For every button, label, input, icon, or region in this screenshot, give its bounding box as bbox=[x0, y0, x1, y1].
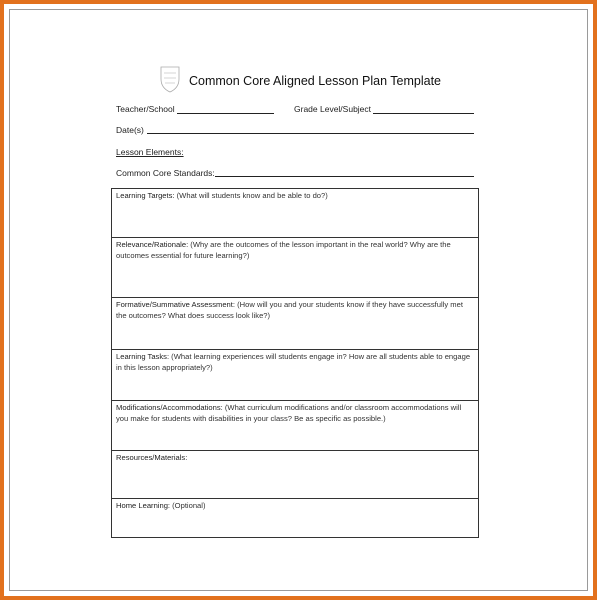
lesson-sections-table bbox=[111, 188, 479, 538]
section-modifications-accommodations[interactable] bbox=[112, 400, 478, 450]
section-heading: Resources/Materials: bbox=[116, 453, 188, 462]
common-core-standards-label: Common Core Standards: bbox=[116, 168, 215, 178]
section-prompt: (Why are the outcomes of the lesson important in the real world? Why are the outcomes essential for future learning?) bbox=[116, 240, 451, 260]
document-title: Common Core Aligned Lesson Plan Template bbox=[189, 74, 441, 88]
dates-line[interactable] bbox=[147, 133, 474, 134]
section-prompt: (What learning experiences will students engage in? How are all students able to engage in this lesson appropriately?) bbox=[116, 352, 471, 372]
teacher-school-label: Teacher/School bbox=[116, 104, 175, 114]
grade-level-subject-label: Grade Level/Subject bbox=[294, 104, 372, 114]
section-learning-targets[interactable] bbox=[112, 189, 478, 237]
section-heading: Home Learning: bbox=[116, 501, 173, 510]
section-resources-materials[interactable] bbox=[112, 450, 478, 498]
teacher-school-line[interactable] bbox=[177, 113, 274, 114]
section-prompt: (What will students know and be able to do?) bbox=[176, 191, 328, 200]
section-formative-summative-assessment[interactable] bbox=[112, 297, 478, 349]
section-prompt: (How will you and your students know if they have successfully met the outcomes? What does success look like?) bbox=[116, 300, 463, 320]
section-heading: Modifications/Accommodations: bbox=[116, 403, 225, 412]
section-prompt: (Optional) bbox=[172, 501, 206, 510]
section-learning-tasks[interactable] bbox=[112, 349, 478, 400]
section-heading: Formative/Summative Assessment: bbox=[116, 300, 238, 309]
section-relevance-rationale[interactable] bbox=[112, 237, 478, 297]
grade-level-subject-line[interactable] bbox=[373, 113, 474, 114]
section-heading: Learning Tasks: bbox=[116, 352, 172, 361]
section-prompt: (What curriculum modifications and/or classroom accommodations will you make for students with disabilities in your class? Be as specific as possible.) bbox=[116, 403, 462, 423]
dates-label: Date(s) bbox=[116, 125, 144, 135]
section-heading: Relevance/Rationale: bbox=[116, 240, 191, 249]
school-crest-logo bbox=[157, 64, 183, 94]
common-core-standards-line[interactable] bbox=[215, 176, 474, 177]
lesson-elements-heading: Lesson Elements: bbox=[116, 147, 184, 157]
section-heading: Learning Targets: bbox=[116, 191, 177, 200]
section-home-learning[interactable] bbox=[112, 498, 478, 537]
